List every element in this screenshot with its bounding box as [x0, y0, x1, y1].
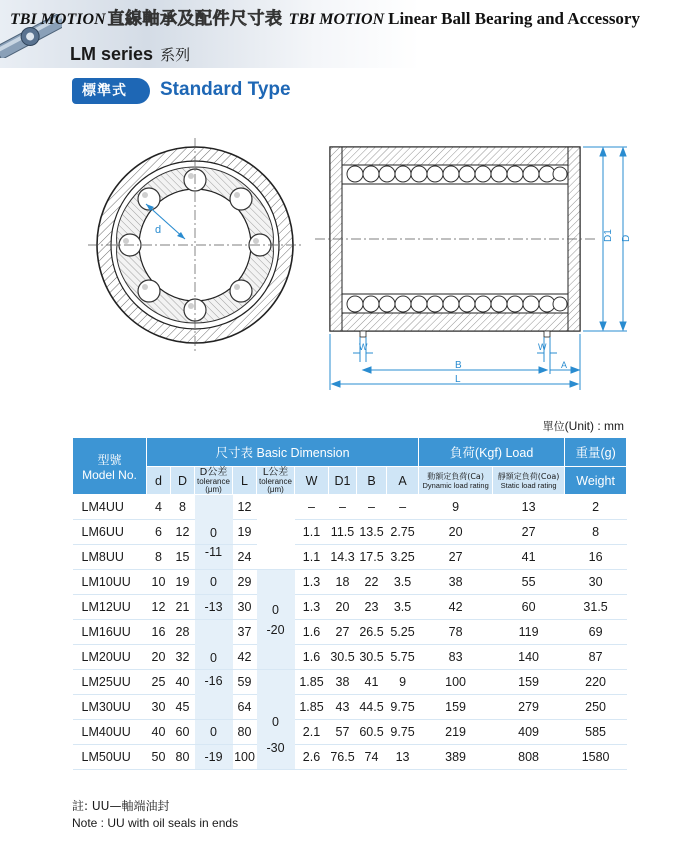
bearing-side-section-drawing — [305, 118, 635, 398]
unit-label-cn: 單位 — [542, 420, 565, 433]
dimension-label-D1: D1 — [603, 229, 614, 242]
title-english: Linear Ball Bearing and Accessory — [388, 9, 640, 28]
table-row: LM10UU 10 19 0 29 0 -20 1.3 18 22 3.5 38 55 30 — [73, 570, 627, 595]
table-row: LM50UU 50 80 -19 100 2.6 76.5 74 13 389 808 1580 — [73, 745, 627, 770]
l-tolerance-group-1: 0 -20 — [257, 570, 295, 670]
note-english: Note : UU with oil seals in ends — [72, 816, 239, 830]
col-W: W — [295, 467, 329, 495]
table-row: LM4UU 4 8 0 12 – – – – 9 13 2 — [73, 495, 627, 520]
unit-label-en: (Unit) : mm — [564, 419, 624, 433]
d-tolerance-lower-2: -13 — [195, 595, 233, 620]
header-load: 負荷(Kgf) Load — [419, 438, 565, 467]
title-chinese: 直線軸承及配件尺寸表 — [107, 9, 283, 29]
col-d: d — [147, 467, 171, 495]
d-tolerance-lower-1: -11 — [195, 545, 233, 570]
d-tolerance-lower-3: -16 — [195, 670, 233, 720]
series-title — [70, 44, 190, 65]
dimension-label-W-right: W — [538, 342, 547, 352]
col-D1: D1 — [329, 467, 357, 495]
header-model: 型號 Model No. — [73, 438, 147, 495]
note-chinese: 註: UU—軸端油封 — [72, 799, 170, 813]
unit-label — [543, 418, 624, 434]
d-tolerance-upper-1: 0 — [195, 495, 233, 545]
catalog-header — [0, 0, 700, 120]
col-D: D — [171, 467, 195, 495]
col-D-tolerance: D公差 tolerance (μm) — [195, 467, 233, 495]
col-static-load: 靜額定負荷(Coa) Static load rating — [493, 467, 565, 495]
l-tolerance-group-2: 0 -30 — [257, 670, 295, 770]
dimension-label-D: D — [621, 234, 632, 242]
brand-name-secondary: TBI MOTION — [288, 11, 385, 28]
brand-name: TBI MOTION — [10, 11, 106, 28]
header-title-line — [10, 4, 640, 29]
dimension-label-B: B — [455, 360, 462, 371]
dimension-label-d: d — [155, 224, 162, 236]
table-row: LM8UU 8 15 -11 24 1.1 14.3 17.5 3.25 27 41 16 — [73, 545, 627, 570]
col-L: L — [233, 467, 257, 495]
header-weight-en: Weight — [565, 467, 627, 495]
table-row: LM12UU 12 21 -13 30 1.3 20 23 3.5 42 60 31.5 — [73, 595, 627, 620]
type-title: Standard Type — [160, 79, 291, 100]
d-tolerance-upper-2: 0 — [195, 570, 233, 595]
table-row: LM20UU 20 32 42 1.6 30.5 30.5 5.75 83 140 87 — [73, 645, 627, 670]
table-row: LM6UU 6 12 19 1.1 11.5 13.5 2.75 20 27 8 — [73, 520, 627, 545]
bearing-front-view-drawing — [70, 120, 320, 370]
d-tolerance-upper-3: 0 — [195, 620, 233, 670]
table-row: LM40UU 40 60 0 80 2.1 57 60.5 9.75 219 409 585 — [73, 720, 627, 745]
d-tolerance-upper-4: 0 — [195, 720, 233, 745]
col-B: B — [357, 467, 387, 495]
spec-table — [72, 437, 627, 770]
header-basic-dimension: 尺寸表 Basic Dimension — [147, 438, 419, 467]
dimension-label-L: L — [455, 374, 461, 385]
col-dynamic-load: 動額定負荷(Ca) Dynamic load rating — [419, 467, 493, 495]
dimension-label-W-left: W — [359, 342, 368, 352]
table-row: LM16UU 16 28 0 37 1.6 27 26.5 5.25 78 119 69 — [73, 620, 627, 645]
type-badge: 標準式 — [72, 78, 150, 104]
dimension-label-A: A — [561, 360, 568, 370]
series-name: LM series — [70, 44, 154, 64]
header-weight-cn: 重量(g) — [565, 438, 627, 467]
col-L-tolerance: L公差 tolerance (μm) — [257, 467, 295, 495]
col-A: A — [387, 467, 419, 495]
d-tolerance-lower-4: -19 — [195, 745, 233, 770]
table-row: LM25UU 25 40 -16 59 0 -30 1.85 38 41 9 100 159 220 — [73, 670, 627, 695]
series-chinese: 系列 — [160, 46, 191, 64]
table-row: LM30UU 30 45 64 1.85 43 44.5 9.75 159 279 250 — [73, 695, 627, 720]
